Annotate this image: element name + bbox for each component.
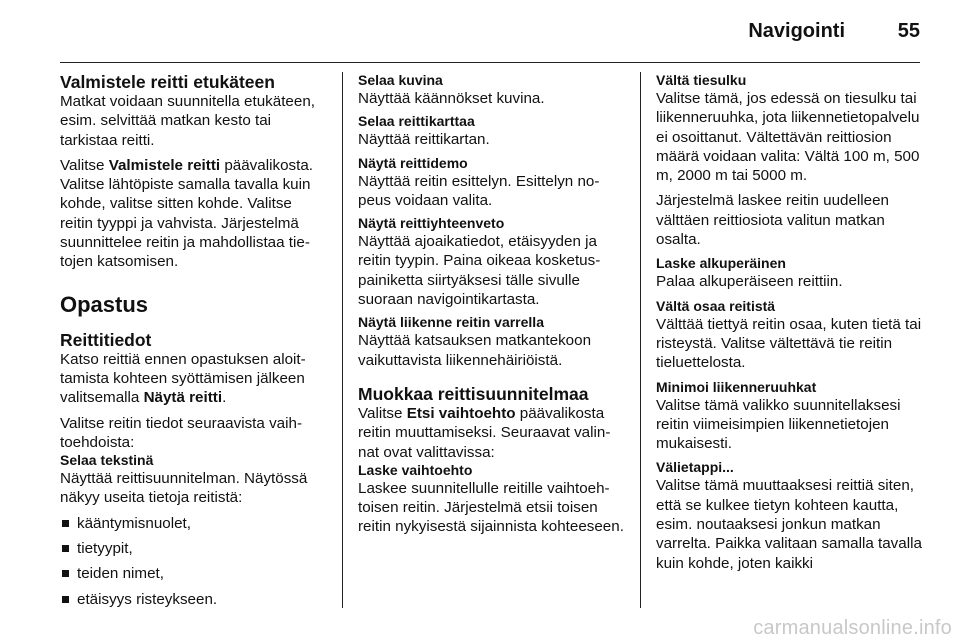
option-item <box>358 215 626 309</box>
term-description: Näyttää katsauksen matkantekoon vaikuttavista liikennehäiriöistä. <box>358 332 592 369</box>
term-heading: Näytä reittiyhteenveto <box>358 215 505 232</box>
menu-reference: Etsi vaihtoehto <box>406 404 516 422</box>
bullet-square-icon <box>62 520 69 527</box>
term-description: Näyttää ajoaikatiedot, etäisyyden ja reitin tyypin. Paina oikeaa kosketuspainiketta siirtyäksesi tälle sivulle suoraan navigointikartasta. <box>358 233 601 309</box>
term-description: Näyttää reitin esittelyn. Esittelyn nopeus voidaan valita. <box>358 172 600 209</box>
bullet-square-icon <box>62 596 69 603</box>
chapter-heading: Opastus <box>60 291 149 317</box>
page-number: 55 <box>897 20 920 42</box>
paragraph: Valitse Valmistele reitti päävalikosta. Valitse lähtöpiste samalla tavalla kuin kohde, valitse sitten kohde. Valitse reitin tyyppi ja vahvista. Järjestelmä suunnittelee reitin ja mahdollistaa tietojen katsomisen. <box>60 156 313 271</box>
term-heading: Laske alkuperäinen <box>656 255 786 272</box>
paragraph: Katso reittiä ennen opastuksen aloittamista kohteen syöttämisen jälkeen valitsemalla Näytä reitti. <box>60 350 306 407</box>
menu-reference: Valmistele reitti <box>108 156 221 174</box>
column-divider <box>640 72 641 608</box>
column-divider <box>342 72 343 608</box>
term-description: Näyttää käännökset kuvina. <box>358 90 545 107</box>
bullet-square-icon <box>62 545 69 552</box>
paragraph: Valitse reitin tiedot seuraavista vaihtoehdoista: <box>60 414 302 451</box>
term-description: Palaa alkuperäiseen reittiin. <box>656 273 843 291</box>
term-heading: Selaa tekstinä <box>60 452 154 469</box>
list-item: etäisyys risteykseen. <box>60 590 328 609</box>
option-item <box>358 72 626 108</box>
column-left <box>60 72 328 615</box>
column-middle <box>358 72 626 537</box>
paragraph: Matkat voidaan suunnitella etukäteen, esim. selvittää matkan kesto tai tarkistaa reitti. <box>60 93 315 149</box>
term-heading: Selaa kuvina <box>358 72 443 88</box>
option-item <box>358 155 626 211</box>
subsection-heading: Reittitiedot <box>60 329 152 350</box>
term-description: Valitse tämä muuttaaksesi reittiä siten, että se kulkee tietyn kohteen kautta, esim. noutaaksesi jonkun matkan varrelta. Paikka valitaan samalla tavalla kuin kohde, joten kaikki <box>656 477 922 572</box>
option-item <box>358 113 626 149</box>
term-heading: Näytä liikenne reitin varrella <box>358 314 544 331</box>
list-item: teiden nimet, <box>60 564 328 583</box>
section-heading: Muokkaa reittisuunnitelmaa <box>358 383 589 404</box>
term-heading: Selaa reittikarttaa <box>358 113 475 130</box>
term-description: Näyttää reittikartan. <box>358 131 490 149</box>
page-header <box>60 0 920 63</box>
page-title: Navigointi <box>748 20 845 42</box>
option-item <box>358 314 626 370</box>
bullet-list <box>60 514 328 609</box>
paragraph: Näyttää reittisuunnitelman. Näytössä näkyy useita tietoja reitistä: <box>60 470 308 507</box>
list-item: tietyypit, <box>60 539 328 558</box>
term-heading: Vältä tiesulku <box>656 72 747 88</box>
column-right <box>656 72 924 579</box>
paragraph: Valitse Etsi vaihtoehto päävalikosta reitin muuttamiseksi. Seuraavat valinnat ovat valittavissa: <box>358 404 611 461</box>
term-heading: Laske vaihtoehto <box>358 461 473 478</box>
bullet-square-icon <box>62 570 69 577</box>
term-description: Valitse tämä, jos edessä on tiesulku tai liikenneruuhka, jota liikennetietopalvelu ei osoittanut. Vältettävän reittiosion määrä voidaan valita: Vältä 100 m, 500 m, 2000 m tai 5000 m. <box>656 90 920 185</box>
term-description: Välttää tiettyä reitin osaa, kuten tietä tai risteystä. Valitse vältettävä tie reitin tieluettelosta. <box>656 315 922 372</box>
term-heading: Minimoi liikenneruuhkat <box>656 378 817 395</box>
term-heading: Näytä reittidemo <box>358 154 468 171</box>
term-heading: Välietappi... <box>656 459 734 476</box>
watermark: carmanualsonline.info <box>753 617 952 639</box>
term-heading: Vältä osaa reitistä <box>656 297 776 314</box>
menu-reference: Näytä reitti <box>143 389 223 407</box>
term-description: Valitse tämä valikko suunnitellaksesi reitin viimeisimpien liikennetietojen mukaisesti. <box>656 396 901 453</box>
list-item: kääntymisnuolet, <box>60 514 328 533</box>
paragraph: Järjestelmä laskee reitin uudelleen välttäen reittiosiota valitun matkan osalta. <box>656 192 890 249</box>
section-heading: Valmistele reitti etukäteen <box>60 72 275 92</box>
term-description: Laskee suunnitellulle reitille vaihtoehtoisen reitin. Järjestelmä etsii toisen reitin nykyisestä sijainnista kohteeseen. <box>358 479 624 536</box>
